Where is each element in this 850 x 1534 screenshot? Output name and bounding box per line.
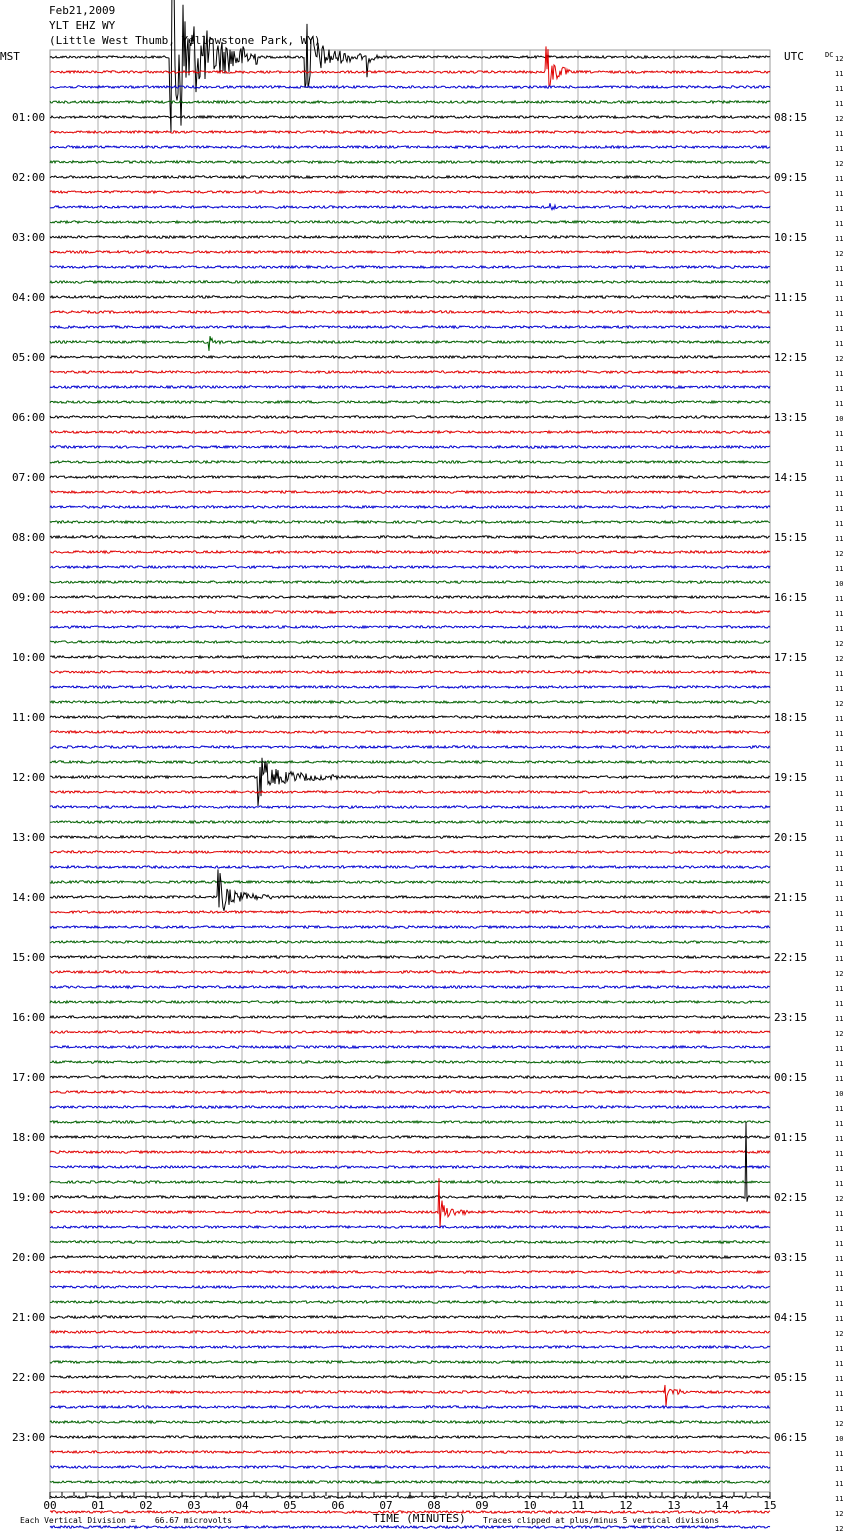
x-tick-label: 07 [379,1499,393,1512]
x-tick-label: 02 [139,1499,153,1512]
dc-offset-label: 11 [835,850,844,858]
dc-offset-label: 11 [835,1225,844,1233]
left-hour-label: 17:00 [12,1071,46,1084]
dc-offset-label: 11 [835,790,844,798]
dc-offset-label: 12 [835,160,844,168]
dc-offset-label: 11 [835,175,844,183]
dc-offset-label: 11 [835,820,844,828]
trace-row-0 [50,0,770,132]
trace-row-81 [50,1271,770,1273]
trace-row-33 [50,551,770,553]
right-hour-label: 11:15 [774,291,808,304]
dc-offset-label: 11 [835,1390,844,1398]
trace-row-95 [50,1481,770,1483]
trace-row-1 [50,46,770,86]
trace-row-24 [50,416,770,418]
trace-row-5 [50,131,770,133]
dc-offset-label: 11 [835,805,844,813]
trace-row-27 [50,461,770,463]
dc-offset-label: 11 [835,610,844,618]
trace-row-23 [50,401,770,403]
dc-offset-label: 11 [835,1405,844,1413]
dc-offset-label: 11 [835,1180,844,1188]
dc-offset-label: 11 [835,145,844,153]
x-tick-label: 05 [283,1499,297,1512]
trace-row-11 [50,221,770,223]
dc-offset-label: 11 [835,565,844,573]
left-hour-label: 21:00 [12,1311,46,1324]
x-tick-label: 09 [475,1499,489,1512]
dc-offset-label: 11 [835,490,844,498]
right-hour-label: 20:15 [774,831,808,844]
x-tick-label: 10 [523,1499,537,1512]
dc-offset-label: 11 [835,685,844,693]
dc-offset-label: 11 [835,265,844,273]
trace-row-69 [50,1091,770,1093]
left-hour-label: 03:00 [12,231,46,244]
trace-row-85 [50,1331,770,1333]
x-tick-label: 14 [715,1499,729,1512]
dc-offset-label: 11 [835,1300,844,1308]
trace-row-91 [50,1421,770,1423]
trace-row-49 [50,791,770,793]
dc-offset-label: 11 [835,400,844,408]
dc-offset-label: 12 [835,355,844,363]
dc-offset-label: 11 [835,1210,844,1218]
dc-offset-label: 11 [835,85,844,93]
trace-row-15 [50,281,770,283]
dc-offset-label: 11 [835,880,844,888]
trace-row-60 [50,956,770,958]
trace-row-63 [50,1001,770,1003]
left-hour-label: 14:00 [12,891,46,904]
right-hour-label: 12:15 [774,351,808,364]
trace-row-78 [50,1226,770,1228]
dc-offset-label: 11 [835,1270,844,1278]
trace-row-46 [50,746,770,748]
trace-row-4 [50,116,770,118]
dc-offset-label: 11 [835,940,844,948]
chart-date: Feb21,2009 [49,4,116,17]
dc-offset-label: 11 [835,1075,844,1083]
dc-offset-label: 12 [835,1330,844,1338]
dc-offset-label: 12 [835,970,844,978]
dc-offset-label: 11 [835,205,844,213]
left-hour-label: 01:00 [12,111,46,124]
trace-row-36 [50,596,770,598]
right-hour-label: 18:15 [774,711,808,724]
right-hour-label: 14:15 [774,471,808,484]
left-hour-label: 09:00 [12,591,46,604]
trace-row-21 [50,371,770,373]
trace-row-65 [50,1031,770,1033]
dc-offset-label: 12 [835,640,844,648]
dc-offset-label: 11 [835,460,844,468]
trace-row-51 [50,821,770,823]
trace-row-61 [50,971,770,973]
dc-offset-label: 11 [835,775,844,783]
trace-row-13 [50,251,770,253]
dc-offset-label: 11 [835,1120,844,1128]
dc-offset-label: 11 [835,730,844,738]
dc-offset-label: 11 [835,1000,844,1008]
trace-row-52 [50,836,770,838]
dc-offset-label: 11 [835,595,844,603]
trace-row-62 [50,986,770,988]
dc-offset-label: 11 [835,1285,844,1293]
trace-row-29 [50,491,770,493]
dc-offset-label: 11 [835,1060,844,1068]
trace-row-84 [50,1316,770,1318]
dc-offset-label: 11 [835,385,844,393]
dc-offset-label: 12 [835,1030,844,1038]
right-timezone-label: UTC [784,50,804,63]
trace-row-17 [50,311,770,313]
trace-row-14 [50,266,770,268]
x-tick-label: 03 [187,1499,201,1512]
left-hour-label: 02:00 [12,171,46,184]
trace-row-41 [50,671,770,673]
trace-row-38 [50,626,770,628]
dc-offset-label: 11 [835,295,844,303]
dc-offset-label: 11 [835,1465,844,1473]
dc-label: DC [825,51,834,59]
dc-offset-label: 11 [835,1495,844,1503]
dc-offset-label: 11 [835,910,844,918]
dc-offset-label: 11 [835,235,844,243]
dc-offset-label: 12 [835,1420,844,1428]
trace-row-89 [50,1385,770,1406]
dc-offset-label: 10 [835,1435,844,1443]
trace-row-90 [50,1406,770,1408]
left-hour-label: 08:00 [12,531,46,544]
trace-row-6 [50,146,770,148]
dc-offset-label: 11 [835,1150,844,1158]
dc-offset-label: 11 [835,760,844,768]
left-hour-label: 12:00 [12,771,46,784]
dc-offset-label: 11 [835,985,844,993]
trace-row-59 [50,941,770,943]
trace-row-19 [50,336,770,351]
dc-offset-label: 11 [835,475,844,483]
dc-offset-label: 11 [835,835,844,843]
trace-row-94 [50,1466,770,1468]
dc-offset-label: 11 [835,100,844,108]
trace-row-16 [50,296,770,298]
dc-offset-label: 10 [835,1090,844,1098]
dc-offset-label: 11 [835,1375,844,1383]
x-tick-label: 06 [331,1499,345,1512]
dc-offset-label: 12 [835,1510,844,1518]
trace-row-25 [50,431,770,433]
trace-row-66 [50,1046,770,1048]
dc-offset-label: 12 [835,700,844,708]
trace-row-77 [50,1178,770,1228]
trace-row-30 [50,506,770,508]
x-tick-label: 04 [235,1499,249,1512]
trace-row-83 [50,1301,770,1303]
trace-row-39 [50,641,770,643]
dc-offset-label: 11 [835,1480,844,1488]
right-hour-label: 17:15 [774,651,808,664]
dc-offset-label: 12 [835,55,844,63]
trace-row-64 [50,1016,770,1018]
dc-offset-label: 11 [835,865,844,873]
left-hour-label: 22:00 [12,1371,46,1384]
trace-row-58 [50,926,770,928]
dc-offset-label: 11 [835,430,844,438]
right-hour-label: 19:15 [774,771,808,784]
trace-row-92 [50,1436,770,1438]
right-hour-label: 10:15 [774,231,808,244]
x-tick-label: 11 [571,1499,585,1512]
trace-row-43 [50,701,770,703]
dc-offset-label: 12 [835,115,844,123]
dc-offset-label: 12 [835,250,844,258]
dc-offset-label: 11 [835,280,844,288]
trace-row-71 [50,1121,770,1123]
trace-row-34 [50,566,770,568]
dc-offset-label: 11 [835,340,844,348]
trace-row-87 [50,1361,770,1363]
dc-offset-label: 11 [835,1105,844,1113]
left-hour-label: 19:00 [12,1191,46,1204]
trace-row-28 [50,476,770,478]
trace-row-20 [50,356,770,358]
right-hour-label: 15:15 [774,531,808,544]
trace-row-55 [50,881,770,883]
dc-offset-label: 12 [835,655,844,663]
right-hour-label: 09:15 [774,171,808,184]
trace-row-42 [50,686,770,688]
vertical-division-note: Each Vertical Division = 66.67 microvolts [20,1516,232,1525]
x-tick-label: 12 [619,1499,633,1512]
dc-offset-label: 10 [835,580,844,588]
dc-offset-label: 10 [835,415,844,423]
right-hour-label: 01:15 [774,1131,808,1144]
trace-row-56 [50,869,770,910]
dc-offset-label: 11 [835,925,844,933]
dc-offset-label: 11 [835,520,844,528]
trace-row-72 [50,1136,770,1138]
dc-offset-label: 11 [835,1255,844,1263]
dc-offset-label: 12 [835,1195,844,1203]
x-tick-label: 08 [427,1499,441,1512]
trace-row-9 [50,191,770,193]
right-hour-label: 00:15 [774,1071,808,1084]
dc-offset-label: 12 [835,1525,844,1533]
trace-row-50 [50,806,770,808]
dc-offset-label: 11 [835,190,844,198]
dc-offset-label: 11 [835,535,844,543]
right-hour-label: 23:15 [774,1011,808,1024]
dc-offset-label: 11 [835,670,844,678]
trace-row-68 [50,1076,770,1078]
dc-offset-label: 11 [835,445,844,453]
dc-offset-label: 11 [835,1165,844,1173]
left-hour-label: 13:00 [12,831,46,844]
dc-offset-label: 11 [835,130,844,138]
right-hour-label: 13:15 [774,411,808,424]
dc-offset-label: 11 [835,1345,844,1353]
dc-offset-label: 11 [835,1315,844,1323]
trace-row-76 [50,1122,770,1202]
x-tick-label: 13 [667,1499,681,1512]
dc-offset-label: 11 [835,1450,844,1458]
trace-row-8 [50,176,770,178]
trace-row-32 [50,536,770,538]
left-hour-label: 18:00 [12,1131,46,1144]
trace-row-82 [50,1286,770,1288]
dc-offset-label: 11 [835,370,844,378]
trace-row-40 [50,656,770,658]
left-hour-label: 06:00 [12,411,46,424]
trace-row-7 [50,161,770,163]
dc-offset-label: 11 [835,745,844,753]
right-hour-label: 21:15 [774,891,808,904]
trace-row-31 [50,521,770,523]
right-hour-label: 16:15 [774,591,808,604]
x-tick-label: 01 [91,1499,105,1512]
left-hour-label: 15:00 [12,951,46,964]
trace-row-75 [50,1181,770,1183]
station-location: (Little West Thumb, Yellowstone Park, WY) [49,34,321,47]
trace-row-98 [50,1526,770,1528]
trace-row-74 [50,1166,770,1168]
trace-row-86 [50,1346,770,1348]
trace-row-44 [50,716,770,718]
trace-row-45 [50,731,770,733]
trace-row-10 [50,203,770,210]
dc-offset-label: 11 [835,310,844,318]
dc-offset-label: 11 [835,70,844,78]
right-hour-label: 03:15 [774,1251,808,1264]
trace-row-54 [50,866,770,868]
trace-row-26 [50,446,770,448]
dc-offset-label: 11 [835,1240,844,1248]
station-code: YLT EHZ WY [49,19,116,32]
x-axis-title: TIME (MINUTES) [373,1512,466,1525]
trace-row-18 [50,326,770,328]
trace-row-35 [50,581,770,583]
trace-row-2 [50,86,770,88]
left-hour-label: 10:00 [12,651,46,664]
left-timezone-label: MST [0,50,20,63]
trace-row-47 [50,761,770,763]
left-hour-label: 11:00 [12,711,46,724]
clip-note: Traces clipped at plus/minus 5 vertical divisions [483,1516,720,1525]
trace-row-57 [50,911,770,913]
trace-row-12 [50,236,770,238]
left-hour-label: 23:00 [12,1431,46,1444]
right-hour-label: 22:15 [774,951,808,964]
left-hour-label: 05:00 [12,351,46,364]
dc-offset-label: 11 [835,505,844,513]
trace-row-67 [50,1061,770,1063]
trace-row-79 [50,1241,770,1243]
dc-offset-label: 12 [835,550,844,558]
trace-row-93 [50,1451,770,1453]
x-tick-label: 15 [763,1499,777,1512]
left-hour-label: 16:00 [12,1011,46,1024]
right-hour-label: 06:15 [774,1431,808,1444]
right-hour-label: 05:15 [774,1371,808,1384]
dc-offset-label: 11 [835,325,844,333]
right-hour-label: 04:15 [774,1311,808,1324]
trace-row-96 [50,1496,770,1498]
left-hour-label: 20:00 [12,1251,46,1264]
trace-row-37 [50,611,770,613]
left-hour-label: 07:00 [12,471,46,484]
trace-row-88 [50,1376,770,1378]
x-tick-label: 00 [43,1499,57,1512]
trace-row-80 [50,1256,770,1258]
trace-row-53 [50,851,770,853]
dc-offset-label: 11 [835,955,844,963]
trace-row-3 [50,101,770,103]
dc-offset-label: 11 [835,1045,844,1053]
dc-offset-label: 11 [835,220,844,228]
dc-offset-label: 11 [835,625,844,633]
dc-offset-label: 11 [835,715,844,723]
trace-row-48 [50,758,770,806]
left-hour-label: 04:00 [12,291,46,304]
dc-offset-label: 11 [835,1015,844,1023]
dc-offset-label: 11 [835,1135,844,1143]
dc-offset-label: 11 [835,1360,844,1368]
trace-row-22 [50,386,770,388]
dc-offset-label: 11 [835,895,844,903]
trace-row-73 [50,1151,770,1153]
right-hour-label: 08:15 [774,111,808,124]
trace-row-70 [50,1106,770,1108]
right-hour-label: 02:15 [774,1191,808,1204]
